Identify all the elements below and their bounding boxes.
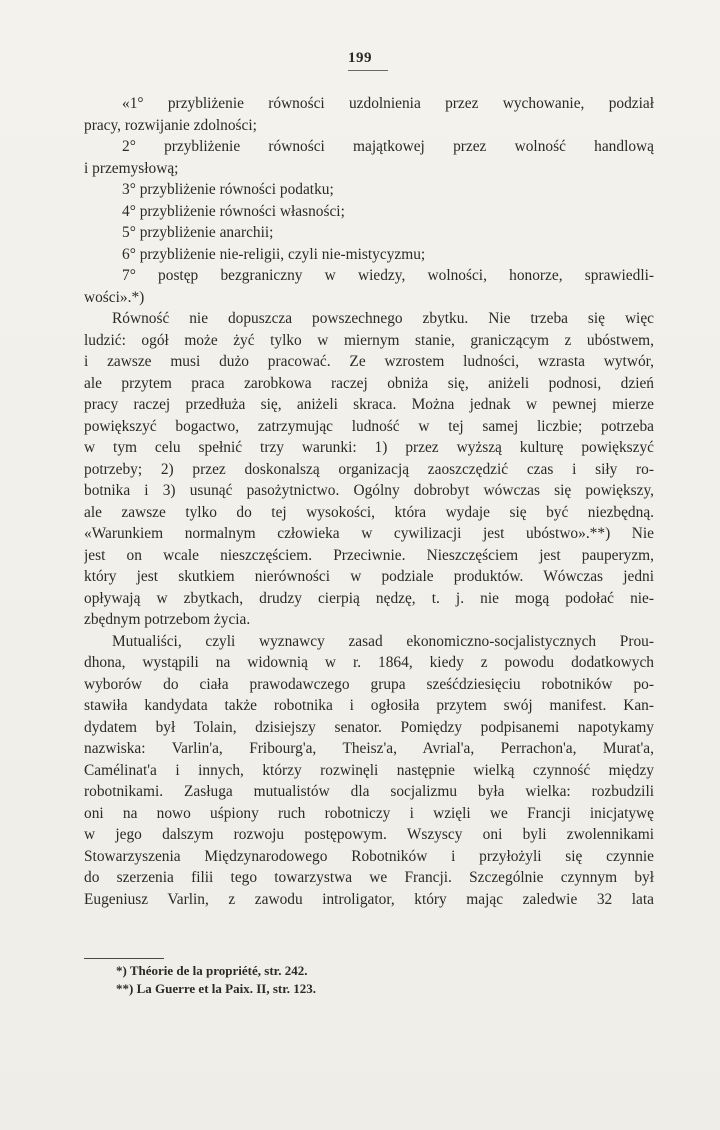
text-line: w tym celu spełnić trzy warunki: 1) przez wyższą kulturę powiększyć [84, 439, 654, 456]
text-line: 6° przybliżenie nie-religii, czyli nie-mistycyzmu; [122, 245, 426, 263]
text-line: Stowarzyszenia Międzynarodowego Robotników i przyłożyli się czynnie [84, 847, 654, 865]
body-text [84, 93, 654, 910]
text-line: 2° przybliżenie równości majątkowej przez wolność handlową [122, 138, 654, 155]
text-line: powiększyć bogactwo, zatrzymując ludność w tej samej liczbie; potrzeba [84, 417, 654, 435]
footnote-divider [84, 958, 164, 959]
text-line: który jest skutkiem nierówności w podziale produktów. Wówczas jedni [84, 568, 654, 585]
text-line: i zawsze musi dużo pracować. Ze wzrostem ludności, wzrasta wytwór, [84, 353, 654, 370]
text-line: potrzeby; 2) przez doskonalszą organizacją zaoszczędzić czas i siły ro- [84, 460, 654, 478]
page-number: 199 [348, 50, 372, 66]
footnote: *) Théorie de la propriété, str. 242. [116, 963, 308, 978]
text-line: jest on wcale nieszczęściem. Przeciwnie. Nieszczęściem jest pauperyzm, [84, 546, 654, 564]
text-line: «1° przybliżenie równości uzdolnienia przez wychowanie, podział [122, 95, 654, 112]
text-line: Mutualiści, czyli wyznawcy zasad ekonomiczno-socjalistycznych Prou- [112, 632, 654, 650]
text-line: pracy raczej przedłuża się, aniżeli skraca. Można jednak w pewnej mierze [84, 396, 654, 413]
text-line: w jego dalszym rozwoju postępowym. Wszyscy oni byli zwolennikami [84, 826, 654, 843]
text-line: do szerzenia filii tego towarzystwa we Francji. Szczególnie czynnym był [84, 869, 654, 886]
text-line: Eugeniusz Varlin, z zawodu introligator, który mając zaledwie 32 lata [84, 890, 654, 908]
text-line: dhona, wystąpili na widownią w r. 1864, kiedy z powodu dodatkowych [84, 654, 654, 671]
text-line: ale zawsze tylko do tej wysokości, która wydaje się być niezbędną. [84, 503, 654, 521]
text-line: opływają w zbytkach, drudzy cierpią nędzę, t. j. nie mogą podołać nie- [84, 589, 654, 607]
text-line: i przemysłową; [84, 159, 179, 177]
footnote: **) La Guerre et la Paix. II, str. 123. [116, 981, 317, 996]
text-line: 4° przybliżenie równości własności; [122, 202, 345, 220]
page-number-underline [348, 70, 388, 71]
text-line: ale przytem praca zarobkowa raczej obniża się, aniżeli podnosi, dzień [84, 374, 654, 392]
text-line: wości».*) [84, 288, 145, 306]
text-line: oni na nowo uśpiony ruch robotniczy i wzięli we Francji inicjatywę [84, 804, 654, 822]
text-line: zbędnym potrzebom życia. [84, 611, 251, 628]
text-line: dydatem był Tolain, dzisiejszy senator. Pomiędzy podpisanemi napotykamy [84, 718, 654, 736]
text-line: 5° przybliżenie anarchii; [122, 224, 274, 241]
text-line: «Warunkiem normalnym człowieka w cywilizacji jest ubóstwo».**) Nie [84, 525, 654, 542]
text-line: wyborów do ciała prawodawczego grupa sześćdziesięciu robotników po- [84, 675, 654, 693]
text-line: Równość nie dopuszcza powszechnego zbytku. Nie trzeba się więc [112, 310, 654, 327]
text-line: pracy, rozwijanie zdolności; [84, 116, 257, 134]
text-line: stawiła kandydata także robotnika i ogłosiła przytem swój manifest. Kan- [84, 697, 654, 714]
text-line: botnika i 3) usunąć pasożytnictwo. Ogólny dobrobyt wówczas się powiększy, [84, 482, 654, 499]
text-line: robotnikami. Zasługa mutualistów dla socjalizmu była wielka: rozbudzili [84, 783, 654, 800]
text-line: Camélinat'a i innych, którzy rozwinęli następnie wielką czynność między [84, 761, 654, 779]
text-line: 3° przybliżenie równości podatku; [122, 181, 334, 198]
footnotes [116, 962, 516, 998]
text-line: ludzić: ogół może żyć tylko w miernym stanie, graniczącym z ubóstwem, [84, 331, 654, 349]
text-line: nazwiska: Varlin'a, Fribourg'a, Theisz'a, Avrial'a, Perrachon'a, Murat'a, [84, 740, 654, 757]
text-line: 7° postęp bezgraniczny w wiedzy, wolności, honorze, sprawiedli- [122, 267, 654, 284]
